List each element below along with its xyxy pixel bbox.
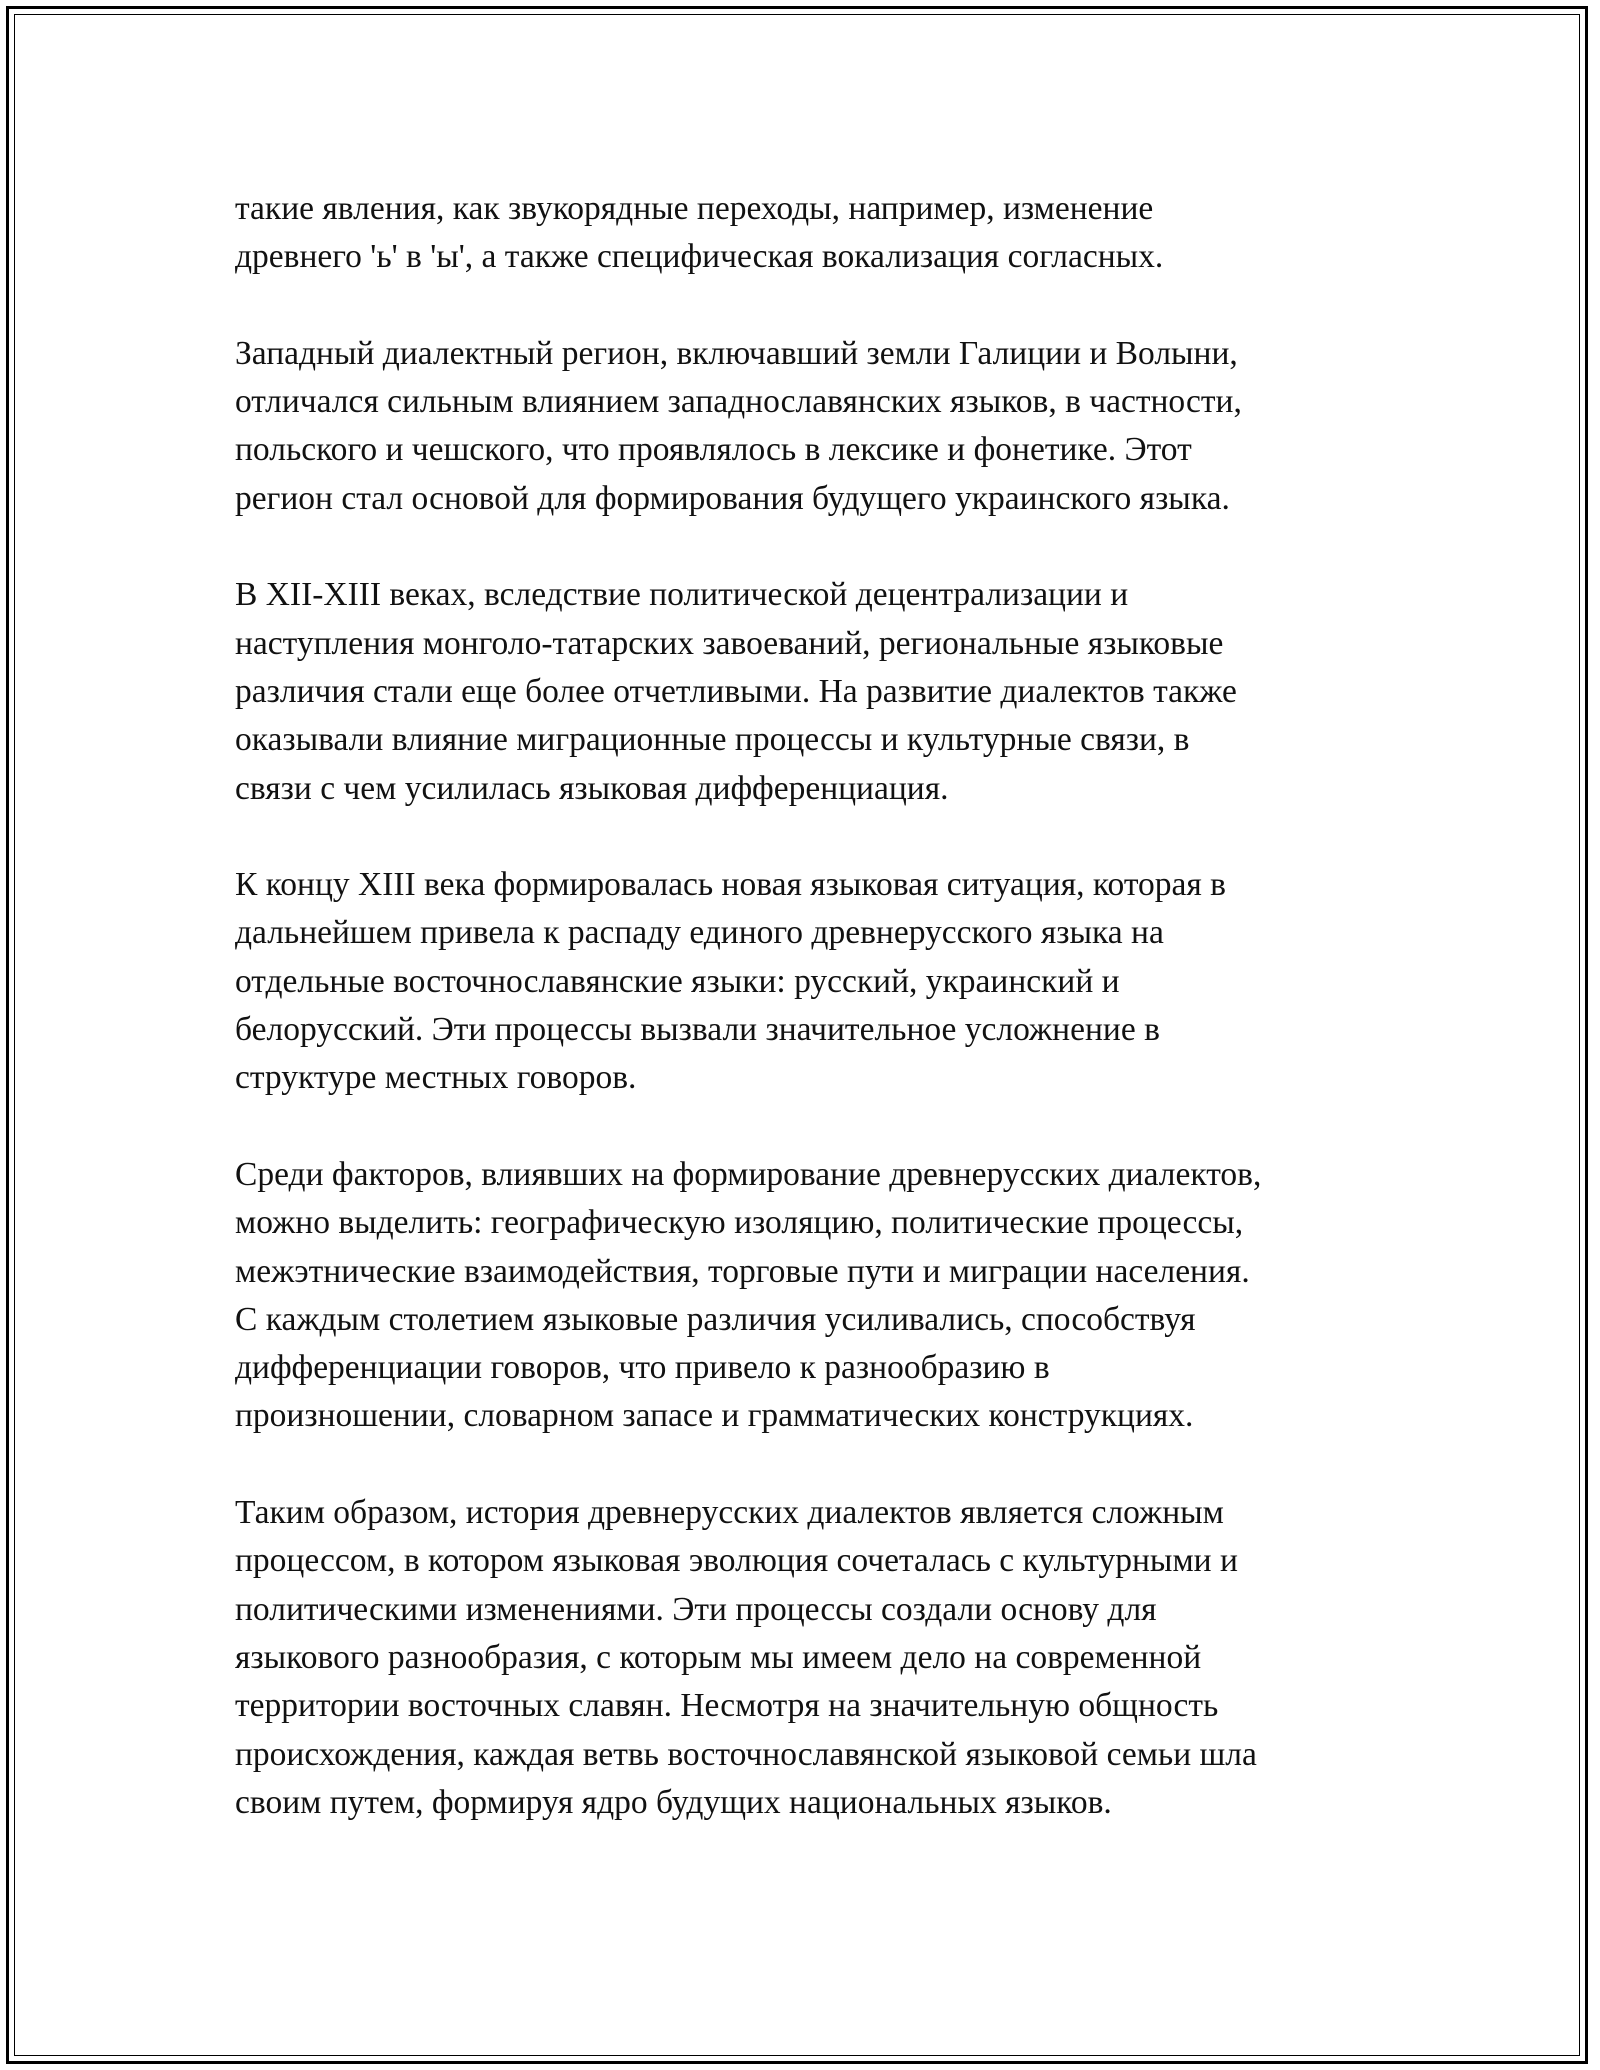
text-line: регион стал основой для формирования будущего украинского языка. bbox=[235, 479, 1230, 517]
text-line: дальнейшем привела к распаду единого древнерусского языка на bbox=[235, 914, 1164, 952]
document-body bbox=[235, 185, 1385, 1875]
paragraph bbox=[235, 571, 1385, 812]
text-line: польского и чешского, что проявлялось в лексике и фонетике. Этот bbox=[235, 431, 1192, 469]
text-line: межэтнические взаимодействия, торговые пути и миграции населения. bbox=[235, 1252, 1250, 1290]
paragraph bbox=[235, 330, 1385, 523]
text-line: такие явления, как звукорядные переходы, например, изменение bbox=[235, 190, 1154, 227]
text-line: можно выделить: географическую изоляцию, политические процессы, bbox=[235, 1204, 1244, 1242]
text-line: связи с чем усилилась языковая дифференциация. bbox=[235, 769, 949, 807]
text-line: произношении, словарном запасе и грамматических конструкциях. bbox=[235, 1397, 1194, 1435]
text-line: отдельные восточнославянские языки: русский, украинский и bbox=[235, 962, 1120, 1000]
paragraph bbox=[235, 185, 1385, 282]
text-line: Западный диалектный регион, включавший земли Галиции и Волыни, bbox=[235, 334, 1238, 372]
text-line: В XII-XIII веках, вследствие политической децентрализации и bbox=[235, 576, 1129, 614]
paragraph bbox=[235, 1489, 1385, 1827]
text-line: структуре местных говоров. bbox=[235, 1059, 637, 1097]
text-line: наступления монголо-татарских завоеваний, региональные языковые bbox=[235, 624, 1224, 662]
text-line: процессом, в котором языковая эволюция сочеталась с культурными и bbox=[235, 1542, 1238, 1580]
text-line: своим путем, формируя ядро будущих национальных языков. bbox=[235, 1783, 1112, 1821]
text-line: Среди факторов, влиявших на формирование древнерусских диалектов, bbox=[235, 1155, 1262, 1193]
text-line: различия стали еще более отчетливыми. На развитие диалектов также bbox=[235, 672, 1237, 710]
text-line: отличался сильным влиянием западнославянских языков, в частности, bbox=[235, 383, 1242, 421]
paragraph bbox=[235, 1151, 1385, 1441]
text-line: древнего 'ь' в 'ы', а также специфическая вокализация согласных. bbox=[235, 238, 1164, 276]
text-line: политическими изменениями. Эти процессы создали основу для bbox=[235, 1590, 1157, 1628]
text-line: С каждым столетием языковые различия усиливались, способствуя bbox=[235, 1300, 1196, 1338]
text-line: К концу XIII века формировалась новая языковая ситуация, которая в bbox=[235, 866, 1226, 904]
text-line: территории восточных славян. Несмотря на значительную общность bbox=[235, 1687, 1219, 1725]
text-line: белорусский. Эти процессы вызвали значительное усложнение в bbox=[235, 1011, 1160, 1049]
text-line: Таким образом, история древнерусских диалектов является сложным bbox=[235, 1494, 1224, 1532]
text-line: происхождения, каждая ветвь восточнославянской языковой семьи шла bbox=[235, 1735, 1257, 1773]
text-line: оказывали влияние миграционные процессы и культурные связи, в bbox=[235, 721, 1190, 759]
text-line: языкового разнообразия, с которым мы имеем дело на современной bbox=[235, 1638, 1202, 1676]
paragraph bbox=[235, 861, 1385, 1102]
text-line: дифференциации говоров, что привело к разнообразию в bbox=[235, 1349, 1050, 1387]
